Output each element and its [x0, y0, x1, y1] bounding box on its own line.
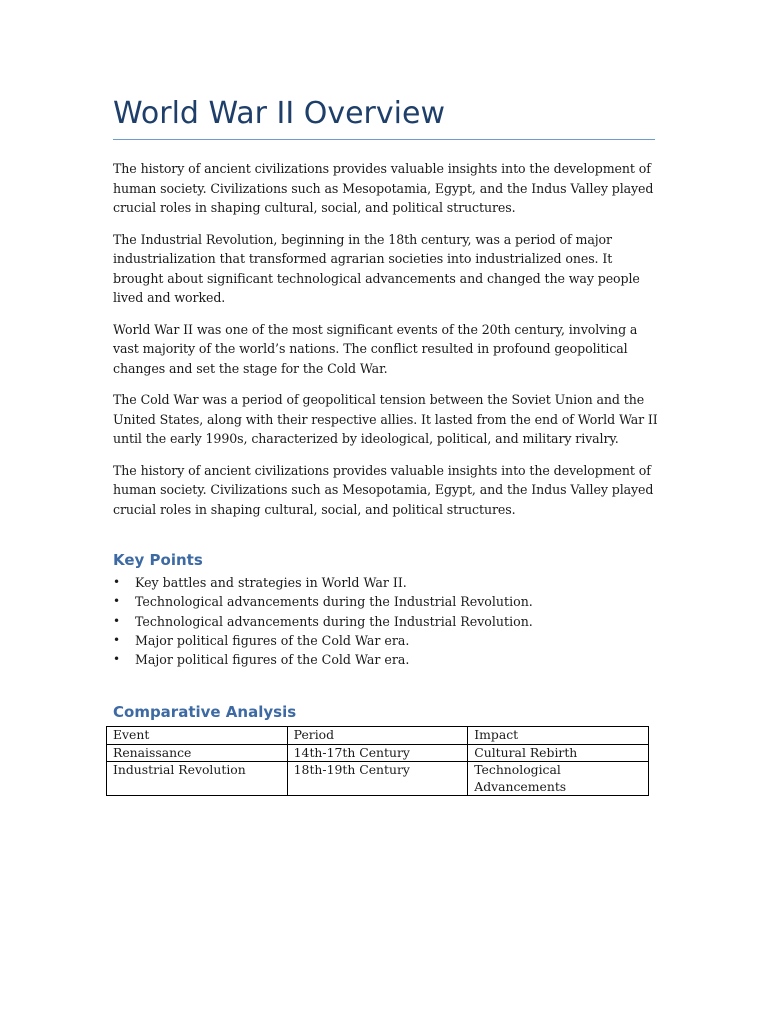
list-item [113, 592, 653, 611]
title-underline-divider [113, 139, 655, 140]
list-item-text: Major political figures of the Cold War era. [135, 632, 410, 648]
key-points-list [113, 573, 653, 669]
list-item-text: Technological advancements during the Industrial Revolution. [135, 613, 533, 629]
bullet-icon: • [113, 594, 121, 609]
table-header-row [107, 727, 649, 745]
paragraph-world-war-ii: World War II was one of the most significant events of the 20th century, involving a vast majority of the world’s nations. The conflict resulted in profound geopolitical changes and set the stage for the Cold War. [113, 321, 638, 376]
table-row [107, 744, 649, 762]
list-item-text: Major political figures of the Cold War era. [135, 652, 410, 668]
paragraph-ancient-civilizations-repeat: The history of ancient civilizations provides valuable insights into the development of human society. Civilizations such as Mesopotamia, Egypt, and the Indus Valley played crucial roles in shaping cultural, social, and political structures. [113, 462, 654, 517]
table-cell: Cultural Rebirth [468, 744, 649, 762]
comparative-analysis-heading: Comparative Analysis [113, 703, 297, 721]
table-cell: 18th-19th Century [287, 762, 468, 796]
document-title: World War II Overview [113, 96, 445, 131]
paragraph-industrial-revolution: The Industrial Revolution, beginning in the 18th century, was a period of major industrialization that transformed agrarian societies into industrialized ones. It brought about significant technological advancements and changed the way people lived and worked. [113, 231, 640, 305]
list-item [113, 612, 653, 631]
list-item [113, 631, 653, 650]
paragraph-cold-war: The Cold War was a period of geopolitical tension between the Soviet Union and the United States, along with their respective allies. It lasted from the end of World War II until the early 1990s, characterized by ideological, political, and military rivalry. [113, 392, 658, 446]
comparative-analysis-table [106, 726, 649, 796]
key-points-heading: Key Points [113, 551, 203, 569]
bullet-icon: • [113, 632, 121, 647]
list-item-text: Key battles and strategies in World War II. [135, 575, 407, 590]
table-header-cell: Impact [468, 727, 649, 745]
table-cell: Industrial Revolution [107, 762, 288, 796]
table-header-cell: Period [287, 727, 468, 745]
list-item-text: Technological advancements during the Industrial Revolution. [135, 594, 533, 610]
bullet-icon: • [113, 575, 121, 589]
table-row [107, 762, 649, 796]
bullet-icon: • [113, 652, 121, 667]
table-cell: Technological Advancements [468, 762, 649, 796]
list-item [113, 650, 653, 669]
table-header-cell: Event [107, 727, 288, 745]
bullet-icon: • [113, 613, 121, 628]
paragraph-ancient-civilizations: The history of ancient civilizations provides valuable insights into the development of human society. Civilizations such as Mesopotamia, Egypt, and the Indus Valley played crucial roles in shaping cultural, social, and political structures. [113, 161, 654, 215]
table-cell: Renaissance [107, 744, 288, 762]
list-item [113, 573, 653, 592]
body-paragraphs [113, 159, 658, 531]
table-cell: 14th-17th Century [287, 744, 468, 762]
